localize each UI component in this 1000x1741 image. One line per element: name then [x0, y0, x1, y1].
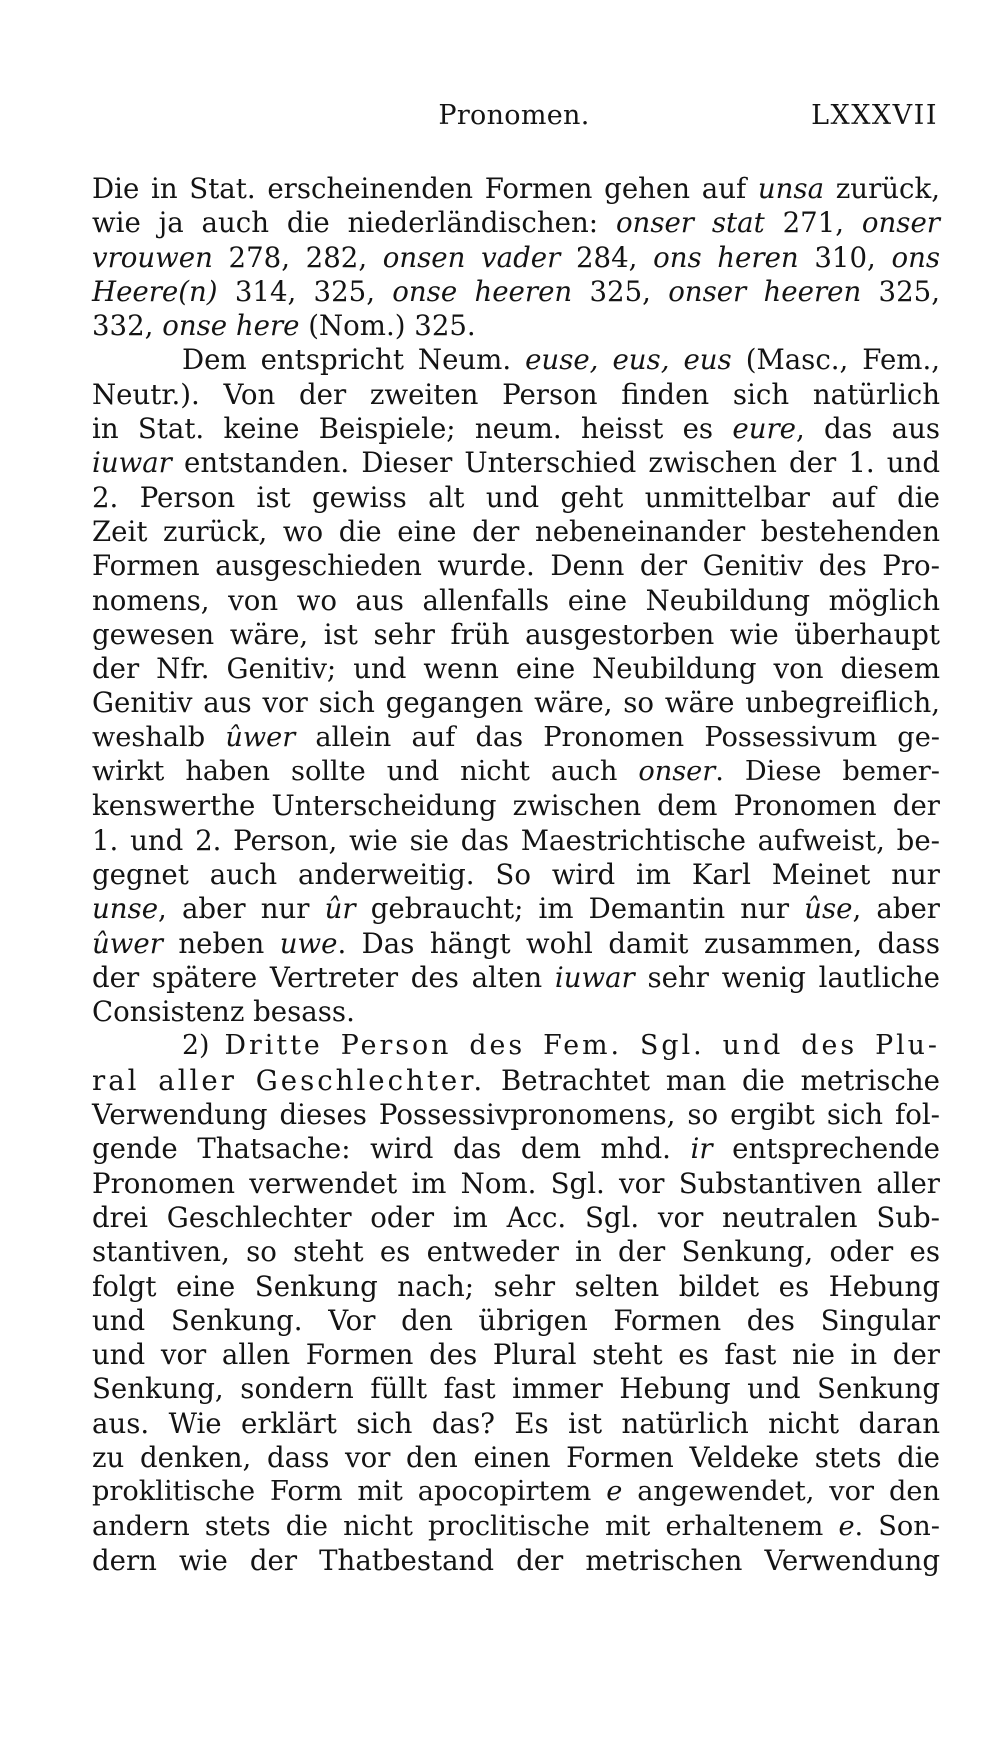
text-segment: (Nom.) 325. [299, 309, 476, 343]
italic-text: ûwer [225, 721, 296, 753]
text-segment: zurück, [824, 172, 940, 205]
text-line [92, 1270, 940, 1304]
text-segment: Genitiv aus vor sich gegangen wäre, so wäre unbegreiflich, [92, 686, 940, 720]
italic-text: euse, eus, eus [525, 343, 732, 377]
text-segment: Consistenz besass. [92, 995, 355, 1029]
text-line [92, 1132, 940, 1166]
italic-text: uwe [279, 926, 338, 960]
italic-text: vrouwen [92, 240, 213, 274]
text-segment: sehr wenig lautliche [634, 960, 940, 994]
text-segment: entsprechende [712, 1132, 940, 1166]
text-line [92, 1304, 940, 1338]
text-segment: , das aus [796, 412, 940, 446]
text-segment: , aber [852, 892, 940, 926]
text-segment: der Nfr. Genitiv; und wenn eine Neubildung von diesem [92, 652, 940, 686]
text-line [92, 378, 940, 412]
text-line [92, 961, 940, 995]
text-segment: und vor allen Formen des Plural steht es fast nie in der [92, 1338, 940, 1372]
text-line [92, 1064, 940, 1098]
italic-text: unsa [757, 172, 825, 205]
text-segment: gebraucht; im Demantin nur [355, 892, 805, 926]
text-line [92, 1510, 940, 1544]
text-segment: angewendet, vor den [622, 1476, 940, 1508]
italic-text: ûr [324, 892, 356, 926]
italic-text: unse [92, 892, 159, 926]
text-segment: Senkung, sondern füllt fast immer Hebung und Senkung [92, 1372, 940, 1406]
spaced-text: ral aller Geschlechter. [92, 1063, 486, 1097]
text-segment: Neutr.). Von der zweiten Person finden sich natürlich [92, 377, 940, 411]
text-segment: 2) [182, 1030, 225, 1062]
text-segment: neben [162, 926, 280, 960]
text-segment: gewesen wäre, ist sehr früh ausgestorben wie überhaupt [92, 617, 940, 651]
italic-text: ûse [804, 892, 853, 926]
text-line [92, 343, 940, 377]
italic-text: e [838, 1510, 855, 1542]
spaced-text: Dritte Person des Fem. Sgl. und des Plu- [224, 1030, 940, 1062]
text-line [92, 995, 940, 1029]
text-segment: 332, [92, 309, 163, 343]
text-line [92, 241, 940, 275]
italic-text: onse here [162, 309, 300, 343]
text-segment: 310, [798, 240, 892, 274]
text-segment: kenswerthe Unterscheidung zwischen dem Pronomen der [92, 789, 940, 823]
text-segment: in Stat. keine Beispiele; neum. heisst es [92, 412, 733, 446]
text-segment: der spätere Vertreter des alten [92, 960, 555, 994]
text-segment: 2. Person ist gewiss alt und geht unmittelbar auf die [92, 480, 940, 514]
text-segment: 1. und 2. Person, wie sie das Maestrichtische aufweist, be- [92, 823, 940, 857]
text-segment: dern wie der Thatbestand der metrischen Verwendung [92, 1543, 940, 1577]
text-line [92, 1407, 940, 1441]
page-number: LXXXVII [811, 100, 938, 131]
text-segment: (Masc., Fem., [731, 343, 940, 377]
italic-text: ir [690, 1132, 713, 1166]
text-segment: andern stets die nicht proclitische mit erhaltenem [92, 1510, 839, 1542]
text-segment: , aber nur [158, 892, 325, 926]
text-segment: Dem entspricht Neum. [182, 343, 526, 377]
text-segment: proklitische Form mit apocopirtem [92, 1476, 607, 1508]
text-segment: Betrachtet man die metrische [485, 1063, 940, 1097]
text-segment: aus. Wie erklärt sich das? Es ist natürlich nicht daran [92, 1406, 940, 1440]
text-segment: . Diese bemer- [715, 756, 940, 788]
text-line [92, 1029, 940, 1063]
text-segment: 325, [572, 274, 669, 308]
italic-text: ûwer [92, 926, 163, 960]
italic-text: onser [638, 756, 716, 788]
text-segment: Formen ausgeschieden wurde. Denn der Genitiv des Pro- [92, 549, 940, 583]
text-line [92, 1372, 940, 1406]
text-segment: nomens, von wo aus allenfalls eine Neubildung möglich [92, 583, 940, 617]
text-line [92, 652, 940, 686]
text-line [92, 481, 940, 515]
text-segment: und Senkung. Vor den übrigen Formen des Singular [92, 1303, 940, 1337]
text-segment: gegnet auch anderweitig. So wird im Karl Meinet nur [92, 857, 940, 891]
text-segment: wirkt haben sollte und nicht auch [92, 756, 639, 788]
text-line [92, 1475, 940, 1509]
italic-text: onse heeren [392, 274, 573, 308]
text-line [92, 789, 940, 823]
body-text [92, 172, 940, 1578]
italic-text: onsen vader [382, 240, 561, 274]
italic-text: iuwar [92, 446, 172, 480]
text-line [92, 446, 940, 480]
text-line [92, 858, 940, 892]
text-segment: drei Geschlechter oder im Acc. Sgl. vor neutralen Sub- [92, 1200, 940, 1234]
text-line [92, 1098, 940, 1132]
text-line [92, 549, 940, 583]
italic-text: iuwar [554, 960, 635, 994]
text-line [92, 309, 940, 343]
italic-text: onser stat [615, 206, 765, 240]
running-header [90, 96, 938, 136]
text-line [92, 755, 940, 789]
text-segment: entstanden. Dieser Unterschied zwischen der 1. und [171, 446, 940, 480]
text-segment: 284, [560, 240, 654, 274]
text-segment: folgt eine Senkung nach; sehr selten bildet es Hebung [92, 1269, 940, 1303]
text-line [92, 1441, 940, 1475]
text-segment: Die in Stat. erscheinenden Formen gehen auf [92, 172, 758, 205]
text-segment: Zeit zurück, wo die eine der nebeneinander bestehenden [92, 514, 940, 548]
text-line [92, 892, 940, 926]
text-segment: 278, 282, [212, 240, 383, 274]
italic-text: ons [891, 240, 940, 274]
text-line [92, 275, 940, 309]
text-segment: gende Thatsache: wird das dem mhd. [92, 1132, 691, 1166]
text-segment: Pronomen verwendet im Nom. Sgl. vor Substantiven aller [92, 1166, 940, 1200]
text-segment: wie ja auch die niederländischen: [92, 206, 616, 240]
italic-text: Heere(n) [92, 274, 218, 308]
text-line [92, 412, 940, 446]
text-line [92, 1338, 940, 1372]
italic-text: onser heeren [668, 274, 862, 308]
text-line [92, 927, 940, 961]
text-line [92, 206, 940, 240]
text-segment: . Das hängt wohl damit zusammen, dass [337, 926, 940, 960]
text-line [92, 1235, 940, 1269]
text-line [92, 686, 940, 720]
text-segment: Verwendung dieses Possessivpronomens, so ergibt sich fol- [92, 1098, 940, 1132]
italic-text: onser [861, 206, 940, 240]
italic-text: ons heren [653, 240, 799, 274]
text-segment: . Son- [854, 1510, 940, 1542]
text-line [92, 618, 940, 652]
text-segment: 271, [764, 206, 862, 240]
text-line [92, 1167, 940, 1201]
text-line [92, 1201, 940, 1235]
text-line [92, 515, 940, 549]
text-segment: zu denken, dass vor den einen Formen Veldeke stets die [92, 1440, 940, 1474]
text-line [92, 1544, 940, 1578]
text-segment: stantiven, so steht es entweder in der Senkung, oder es [92, 1235, 940, 1269]
text-segment: allein auf das Pronomen Possessivum ge- [295, 721, 940, 753]
running-title: Pronomen. [438, 100, 590, 131]
italic-text: eure [732, 412, 796, 446]
text-line [92, 584, 940, 618]
text-segment: weshalb [92, 721, 226, 753]
text-line [92, 824, 940, 858]
text-line [92, 172, 940, 206]
text-segment: 314, 325, [217, 274, 393, 308]
text-segment: 325, [861, 274, 940, 308]
italic-text: e [606, 1476, 623, 1508]
text-line [92, 721, 940, 755]
